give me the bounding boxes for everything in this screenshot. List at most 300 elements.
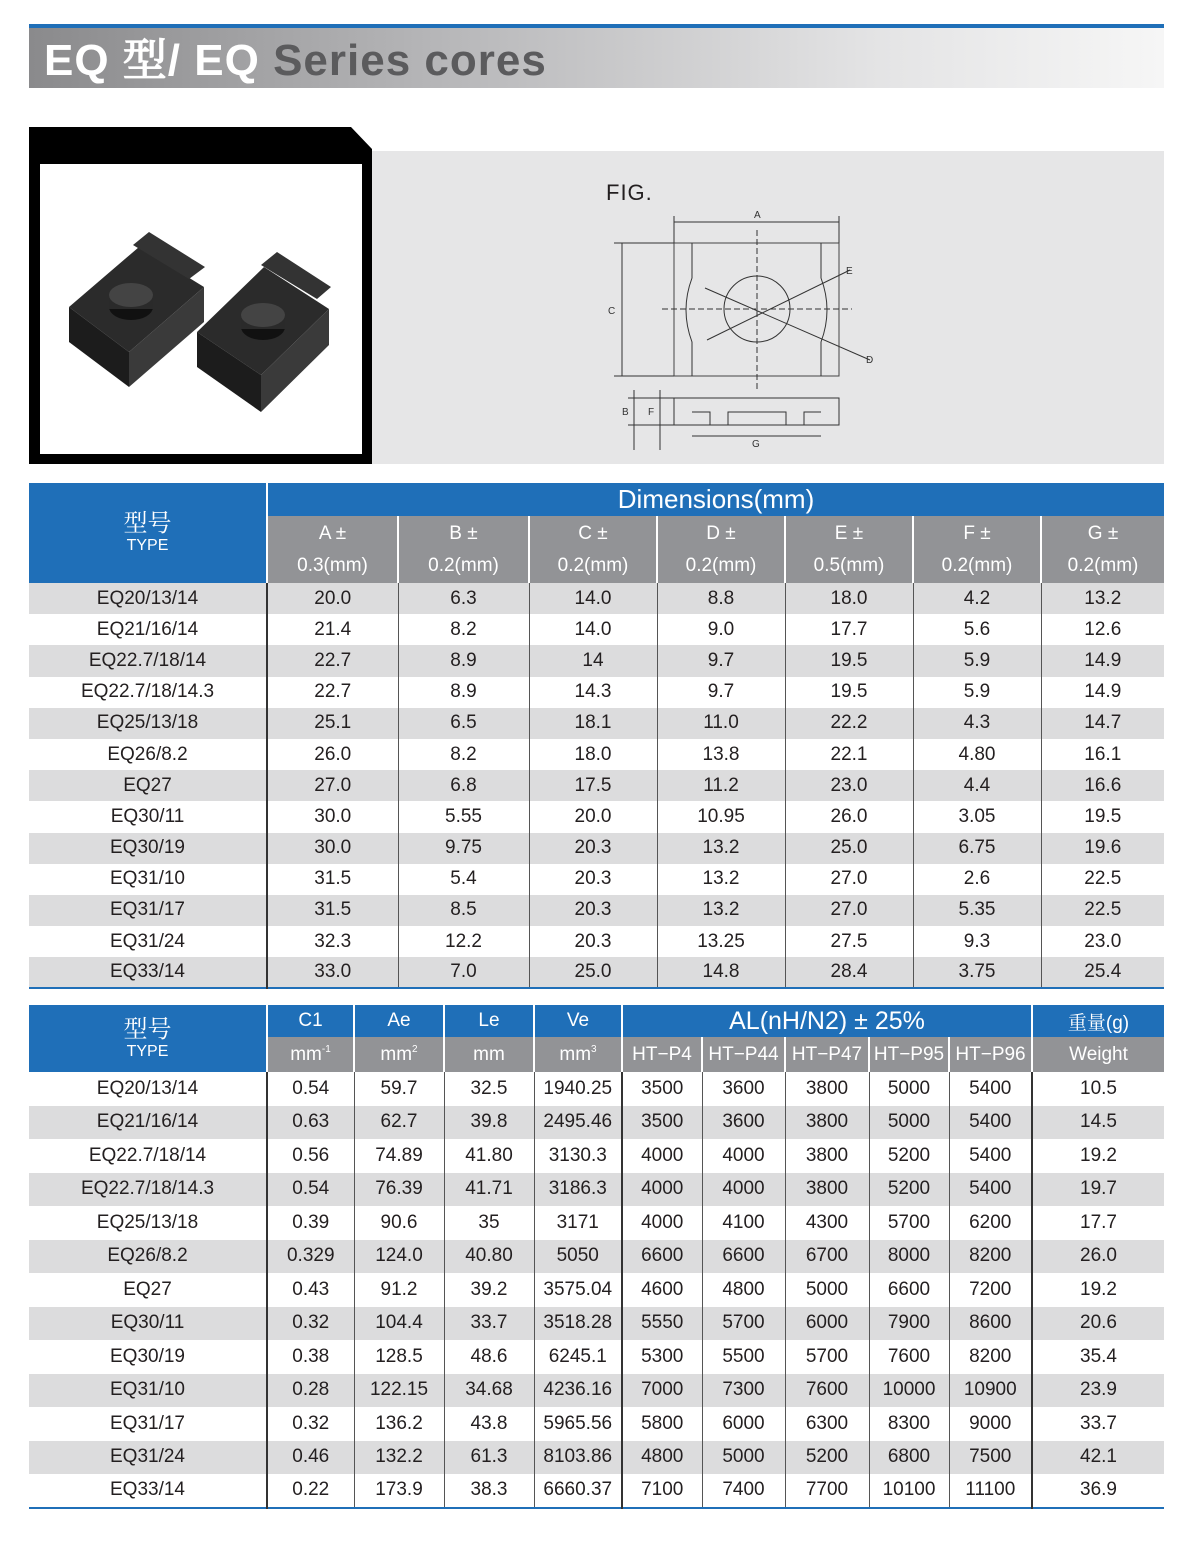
param-cell: 173.9 [354,1474,444,1508]
dim-cell: 19.5 [785,645,913,676]
type-cell: EQ25/13/18 [29,708,267,739]
param-cell: 8600 [949,1307,1032,1341]
dim-cell: 31.5 [267,864,398,895]
dim-col-name-6: G ± [1041,516,1164,549]
dim-cell: 8.9 [398,645,529,676]
table-row [29,739,1164,770]
param-cell: 2495.46 [534,1106,622,1140]
dim-col-name-1: B ± [398,516,529,549]
param-cell: 5050 [534,1240,622,1274]
param-cell: 5400 [949,1072,1032,1106]
dim-cell: 25.0 [785,833,913,864]
table-row [29,833,1164,864]
table-row [29,864,1164,895]
dim-col-name-2: C ± [529,516,657,549]
param-cell: 128.5 [354,1340,444,1374]
dim-cell: 28.4 [785,957,913,988]
param-cell: 5000 [785,1273,869,1307]
dim-cell: 27.0 [267,770,398,801]
param-cell: 40.80 [444,1240,534,1274]
param-cell: 42.1 [1032,1441,1164,1475]
param-cell: 3800 [785,1139,869,1173]
param-cell: 74.89 [354,1139,444,1173]
dim-cell: 32.3 [267,926,398,957]
type-cell: EQ33/14 [29,957,267,988]
dim-cell: 8.5 [398,895,529,926]
table-row [29,708,1164,739]
dim-label-a: A [754,210,761,221]
param-cell: 4236.16 [534,1374,622,1408]
param-cell: 0.43 [267,1273,354,1307]
dim-cell: 5.6 [913,614,1041,645]
al-group-header: AL(nH/N2) ± 25% [622,1005,1032,1037]
core-photo [29,127,372,464]
dim-col-tol-2: 0.2(mm) [529,549,657,583]
table-row [29,677,1164,708]
dimensions-group-header: Dimensions(mm) [267,483,1164,516]
dim-cell: 3.75 [913,957,1041,988]
param-cell: 5000 [869,1072,949,1106]
dim-cell: 5.9 [913,677,1041,708]
dim-cell: 22.5 [1041,895,1164,926]
param-cell: 17.7 [1032,1206,1164,1240]
param-cell: 5400 [949,1139,1032,1173]
param-cell: 1940.25 [534,1072,622,1106]
param-cell: 6200 [949,1206,1032,1240]
param-cell: 104.4 [354,1307,444,1341]
dim-cell: 6.75 [913,833,1041,864]
dim-cell: 17.5 [529,770,657,801]
type-header-2-cn: 型号 [123,1015,172,1043]
param-cell: 36.9 [1032,1474,1164,1508]
param-cell: 6700 [785,1240,869,1274]
dim-cell: 6.5 [398,708,529,739]
param-cell: 122.15 [354,1374,444,1408]
dim-col-tol-5: 0.2(mm) [913,549,1041,583]
le-header: Le [444,1005,534,1037]
param-cell: 10.5 [1032,1072,1164,1106]
dim-cell: 19.5 [785,677,913,708]
dim-cell: 12.2 [398,926,529,957]
table-row [29,1441,1164,1475]
dim-cell: 33.0 [267,957,398,988]
dim-cell: 27.0 [785,864,913,895]
dim-cell: 27.5 [785,926,913,957]
param-cell: 5400 [949,1106,1032,1140]
dim-cell: 18.0 [785,583,913,614]
dimension-drawing [600,200,880,455]
param-cell: 3600 [702,1072,785,1106]
param-cell: 59.7 [354,1072,444,1106]
param-cell: 7200 [949,1273,1032,1307]
dim-cell: 20.3 [529,864,657,895]
dim-cell: 8.2 [398,739,529,770]
dim-cell: 31.5 [267,895,398,926]
weight-header-cn: 重量(g) [1032,1005,1164,1037]
dim-cell: 14.9 [1041,645,1164,676]
param-cell: 32.5 [444,1072,534,1106]
table-row [29,1173,1164,1207]
param-cell: 0.329 [267,1240,354,1274]
type-cell: EQ22.7/18/14.3 [29,1173,267,1207]
dim-cell: 9.0 [657,614,785,645]
param-cell: 19.2 [1032,1273,1164,1307]
dim-label-d: D [866,355,874,366]
ae-unit: $mm^2$ [354,1037,444,1072]
param-cell: 4000 [702,1173,785,1207]
dim-cell: 2.6 [913,864,1041,895]
dim-cell: 8.9 [398,677,529,708]
param-cell: 3518.28 [534,1307,622,1341]
table-row [29,770,1164,801]
table-row [29,1240,1164,1274]
param-cell: 76.39 [354,1173,444,1207]
type-cell: EQ31/24 [29,1441,267,1475]
table-row [29,1407,1164,1441]
type-cell: EQ26/8.2 [29,739,267,770]
dim-cell: 13.25 [657,926,785,957]
param-cell: 5965.56 [534,1407,622,1441]
param-cell: 5700 [785,1340,869,1374]
table-row [29,1139,1164,1173]
table-row [29,583,1164,614]
param-cell: 3171 [534,1206,622,1240]
c1-unit: $mm^{-1}$ [267,1037,354,1072]
param-cell: 0.38 [267,1340,354,1374]
param-cell: 23.9 [1032,1374,1164,1408]
param-cell: 6600 [869,1273,949,1307]
table-row [29,614,1164,645]
dim-col-tol-4: 0.5(mm) [785,549,913,583]
dim-cell: 22.2 [785,708,913,739]
param-cell: 5500 [702,1340,785,1374]
param-cell: 0.46 [267,1441,354,1475]
dim-cell: 6.8 [398,770,529,801]
param-cell: 33.7 [444,1307,534,1341]
param-cell: 6600 [702,1240,785,1274]
type-cell: EQ21/16/14 [29,1106,267,1140]
dim-cell: 26.0 [785,801,913,832]
dim-cell: 5.35 [913,895,1041,926]
dim-col-name-5: F ± [913,516,1041,549]
param-cell: 8200 [949,1340,1032,1374]
param-cell: 7700 [785,1474,869,1508]
type-cell: EQ31/10 [29,1374,267,1408]
dim-cell: 10.95 [657,801,785,832]
dim-cell: 5.55 [398,801,529,832]
dim-col-tol-6: 0.2(mm) [1041,549,1164,583]
type-cell: EQ31/17 [29,895,267,926]
dim-cell: 19.6 [1041,833,1164,864]
dim-label-g: G [752,439,760,450]
param-cell: 3186.3 [534,1173,622,1207]
param-cell: 35.4 [1032,1340,1164,1374]
dim-cell: 20.0 [529,801,657,832]
param-cell: 7000 [622,1374,702,1408]
dim-cell: 12.6 [1041,614,1164,645]
dim-cell: 30.0 [267,833,398,864]
dim-cell: 16.1 [1041,739,1164,770]
table-row [29,1206,1164,1240]
param-cell: 10900 [949,1374,1032,1408]
param-cell: 41.71 [444,1173,534,1207]
dim-cell: 8.8 [657,583,785,614]
param-cell: 132.2 [354,1441,444,1475]
param-cell: 3800 [785,1173,869,1207]
type-cell: EQ26/8.2 [29,1240,267,1274]
dim-cell: 14.0 [529,614,657,645]
dim-cell: 23.0 [1041,926,1164,957]
ve-unit: $mm^3$ [534,1037,622,1072]
dim-cell: 4.3 [913,708,1041,739]
param-cell: 7500 [949,1441,1032,1475]
param-cell: 3130.3 [534,1139,622,1173]
param-cell: 0.28 [267,1374,354,1408]
param-cell: 39.8 [444,1106,534,1140]
type-cell: EQ20/13/14 [29,1072,267,1106]
param-cell: 5000 [702,1441,785,1475]
param-cell: 6660.37 [534,1474,622,1508]
type-cell: EQ31/10 [29,864,267,895]
type-header-en: TYPE [126,537,169,554]
param-cell: 61.3 [444,1441,534,1475]
param-cell: 48.6 [444,1340,534,1374]
table-row [29,926,1164,957]
material-header-0: HT−P4 [622,1037,702,1072]
param-cell: 3500 [622,1072,702,1106]
page-title-part1: EQ 型/ EQ [44,36,260,85]
type-cell: EQ30/11 [29,801,267,832]
param-cell: 10000 [869,1374,949,1408]
dim-label-e: E [846,266,853,277]
param-cell: 38.3 [444,1474,534,1508]
param-cell: 5550 [622,1307,702,1341]
param-cell: 8000 [869,1240,949,1274]
param-cell: 136.2 [354,1407,444,1441]
table-row [29,1072,1164,1106]
dim-cell: 25.0 [529,957,657,988]
dim-cell: 5.4 [398,864,529,895]
dim-label-b: B [622,407,629,418]
dim-cell: 6.3 [398,583,529,614]
param-cell: 7600 [785,1374,869,1408]
dim-cell: 13.8 [657,739,785,770]
c1-header: C1 [267,1005,354,1037]
dim-cell: 22.7 [267,645,398,676]
dim-cell: 14.8 [657,957,785,988]
dim-cell: 27.0 [785,895,913,926]
type-cell: EQ30/11 [29,1307,267,1341]
type-cell: EQ21/16/14 [29,614,267,645]
dim-cell: 14.0 [529,583,657,614]
param-cell: 5800 [622,1407,702,1441]
param-cell: 10100 [869,1474,949,1508]
table-row [29,1307,1164,1341]
dim-cell: 4.2 [913,583,1041,614]
weight-header-en: Weight [1032,1037,1164,1072]
param-cell: 3600 [702,1106,785,1140]
param-cell: 5000 [869,1106,949,1140]
table-row [29,895,1164,926]
param-cell: 0.63 [267,1106,354,1140]
type-cell: EQ22.7/18/14 [29,645,267,676]
dim-label-f: F [648,407,655,418]
dim-cell: 9.7 [657,645,785,676]
param-cell: 0.32 [267,1407,354,1441]
dim-cell: 11.2 [657,770,785,801]
parameters-table [29,1005,1164,1509]
dim-cell: 22.5 [1041,864,1164,895]
param-cell: 11100 [949,1474,1032,1508]
dim-cell: 25.4 [1041,957,1164,988]
table-row [29,645,1164,676]
dim-cell: 22.1 [785,739,913,770]
param-cell: 4800 [702,1273,785,1307]
table-row [29,1273,1164,1307]
param-cell: 8300 [869,1407,949,1441]
type-header-2 [29,1005,267,1072]
param-cell: 20.6 [1032,1307,1164,1341]
param-cell: 5200 [869,1139,949,1173]
param-cell: 35 [444,1206,534,1240]
dim-cell: 20.3 [529,926,657,957]
param-cell: 7400 [702,1474,785,1508]
dim-cell: 7.0 [398,957,529,988]
param-cell: 4300 [785,1206,869,1240]
dim-cell: 9.7 [657,677,785,708]
param-cell: 33.7 [1032,1407,1164,1441]
param-cell: 6000 [785,1307,869,1341]
param-cell: 7300 [702,1374,785,1408]
dim-col-tol-0: 0.3(mm) [267,549,398,583]
dim-cell: 5.9 [913,645,1041,676]
ae-header: Ae [354,1005,444,1037]
dim-cell: 16.6 [1041,770,1164,801]
param-cell: 14.5 [1032,1106,1164,1140]
dim-cell: 25.1 [267,708,398,739]
param-cell: 6245.1 [534,1340,622,1374]
param-cell: 5200 [785,1441,869,1475]
figure-label: FIG. [606,180,653,205]
param-cell: 5700 [702,1307,785,1341]
dim-cell: 3.05 [913,801,1041,832]
material-header-3: HT−P95 [869,1037,949,1072]
dim-cell: 22.7 [267,677,398,708]
dim-cell: 14.9 [1041,677,1164,708]
param-cell: 43.8 [444,1407,534,1441]
param-cell: 0.54 [267,1173,354,1207]
param-cell: 0.39 [267,1206,354,1240]
dim-cell: 17.7 [785,614,913,645]
dim-cell: 13.2 [657,864,785,895]
param-cell: 5300 [622,1340,702,1374]
type-cell: EQ27 [29,1273,267,1307]
dim-cell: 23.0 [785,770,913,801]
dim-cell: 4.80 [913,739,1041,770]
param-cell: 0.56 [267,1139,354,1173]
param-cell: 4100 [702,1206,785,1240]
dim-cell: 13.2 [657,895,785,926]
type-cell: EQ25/13/18 [29,1206,267,1240]
dim-cell: 9.75 [398,833,529,864]
dim-cell: 14.3 [529,677,657,708]
type-cell: EQ30/19 [29,1340,267,1374]
param-cell: 8103.86 [534,1441,622,1475]
dim-col-tol-3: 0.2(mm) [657,549,785,583]
dim-cell: 8.2 [398,614,529,645]
table-row [29,1374,1164,1408]
param-cell: 3800 [785,1072,869,1106]
dim-cell: 26.0 [267,739,398,770]
param-cell: 26.0 [1032,1240,1164,1274]
param-cell: 5200 [869,1173,949,1207]
param-cell: 0.54 [267,1072,354,1106]
param-cell: 9000 [949,1407,1032,1441]
dimensions-table [29,483,1164,989]
type-header-2-en: TYPE [126,1042,169,1060]
dim-cell: 9.3 [913,926,1041,957]
param-cell: 8200 [949,1240,1032,1274]
dim-cell: 18.0 [529,739,657,770]
type-cell: EQ20/13/14 [29,583,267,614]
param-cell: 4800 [622,1441,702,1475]
dim-cell: 11.0 [657,708,785,739]
dim-col-tol-1: 0.2(mm) [398,549,529,583]
param-cell: 6600 [622,1240,702,1274]
type-cell: EQ30/19 [29,833,267,864]
param-cell: 4000 [702,1139,785,1173]
type-header [29,483,267,583]
dim-cell: 20.0 [267,583,398,614]
param-cell: 62.7 [354,1106,444,1140]
dim-cell: 13.2 [657,833,785,864]
param-cell: 4000 [622,1173,702,1207]
type-header-cn: 型号 [123,510,172,537]
dim-cell: 21.4 [267,614,398,645]
param-cell: 0.22 [267,1474,354,1508]
type-cell: EQ22.7/18/14 [29,1139,267,1173]
dim-cell: 30.0 [267,801,398,832]
type-cell: EQ31/24 [29,926,267,957]
dim-cell: 14 [529,645,657,676]
param-cell: 6000 [702,1407,785,1441]
dim-cell: 18.1 [529,708,657,739]
param-cell: 19.7 [1032,1173,1164,1207]
dim-col-name-0: A ± [267,516,398,549]
param-cell: 34.68 [444,1374,534,1408]
param-cell: 41.80 [444,1139,534,1173]
table-row [29,1340,1164,1374]
type-cell: EQ31/17 [29,1407,267,1441]
param-cell: 19.2 [1032,1139,1164,1173]
table-row [29,801,1164,832]
table-row [29,1106,1164,1140]
param-cell: 3575.04 [534,1273,622,1307]
param-cell: 39.2 [444,1273,534,1307]
param-cell: 4600 [622,1273,702,1307]
param-cell: 0.32 [267,1307,354,1341]
le-unit: mm [444,1037,534,1072]
dim-cell: 20.3 [529,895,657,926]
dim-cell: 19.5 [1041,801,1164,832]
type-cell: EQ22.7/18/14.3 [29,677,267,708]
param-cell: 124.0 [354,1240,444,1274]
dim-cell: 13.2 [1041,583,1164,614]
page-title [44,36,547,86]
param-cell: 6800 [869,1441,949,1475]
dim-col-name-4: E ± [785,516,913,549]
material-header-4: HT−P96 [949,1037,1032,1072]
